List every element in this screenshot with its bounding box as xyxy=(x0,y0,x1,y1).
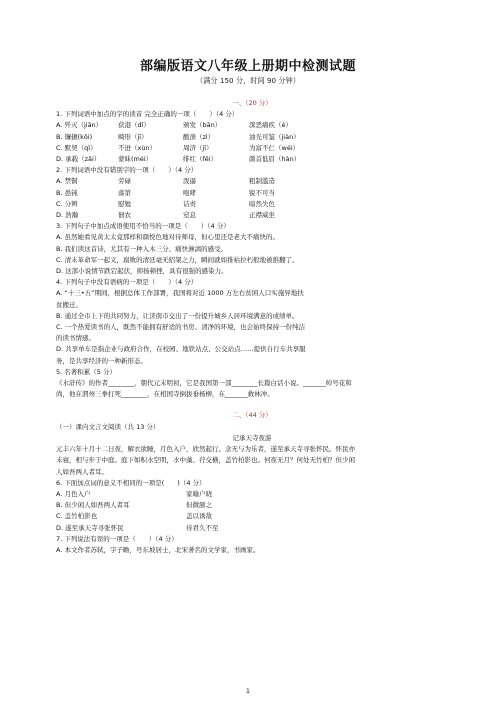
q7-stem: 7. 下列说法有误的一项是（ ）（4 分） xyxy=(56,534,178,543)
page-number: 1 xyxy=(245,687,251,695)
q6-stem: 6. 下面加点词的意义不相同的一项是( )（4 分） xyxy=(56,478,206,487)
q2-stem: 2. 下列词语中没有错别字的一项（ ）（4 分） xyxy=(56,166,198,175)
passage-title: 记承天寺夜游 xyxy=(232,433,272,442)
q3-stem: 3. 下列句子中加点成语使用不恰当的一项是（ ）（4 分） xyxy=(56,222,230,231)
q3-option-a: A. 虽然她看见黄太太竟那样和颜悦色地对待师母，但心里还是老大不痛快的。 xyxy=(56,233,279,242)
q5-stem: 5. 名著积累（5 分） xyxy=(56,367,116,376)
q4-option-b: B. 通过全市上下的共同努力，让济南市交出了一份提升城乡人居环境满意的成绩单。 xyxy=(56,311,299,320)
passage-line: 人如吾两人者耳。 xyxy=(56,467,108,476)
q2-option-d: D. 浩瀚 佃农 窒息 正襟威坐 xyxy=(56,211,275,220)
q4-stem: 4. 下列句子中没有语病的一项是（ ）（4 分） xyxy=(56,278,198,287)
q3-option-d: D. 这部小说情节跌宕起伏，抑扬顿挫，具有很强的感染力。 xyxy=(56,267,228,276)
q6-option-c: C. 盖竹柏影也 盖以诱敌 xyxy=(56,512,212,521)
q4-option-c-cont: 的读书情感。 xyxy=(56,334,95,343)
q5-line-1: 《水浒传》的作者________，朝代元末明初，它是我国第一部________长篇白话小说。_______绰号花和 xyxy=(56,379,352,388)
q1-option-d: D. 承载（zǎi） 蒙昧(méi） 绯红（fēi） 颜首低眉（hàn） xyxy=(56,155,301,164)
page-subtitle: （满分 150 分，时间 90 分钟） xyxy=(196,76,300,85)
q4-option-d-cont: 务，是共享经济的一种新形态。 xyxy=(56,356,147,365)
section-1-header: 一、（20 分） xyxy=(232,99,272,107)
q5-line-2: 尚，他在渭州三拳打死________，在相国寺倒拔垂杨柳，在_______救林冲。 xyxy=(56,390,274,399)
part-1-heading: （一）课内文言文阅读（共 13 分） xyxy=(56,422,160,431)
page-title: 部编版语文八年级上册期中检测试题 xyxy=(139,59,356,74)
section-2-header: 二、（44 分） xyxy=(232,411,272,420)
q1-option-a: A. 歼灭（jiān） 获港（dǐ） 颁发（bān） 深恶痛疾（è） xyxy=(56,121,292,130)
q2-option-a: A. 禁铜 劳碌 泼逼 粗制滥造 xyxy=(56,177,275,186)
q6-option-b: B. 但少闲人如吾两人者耳 但微颔之 xyxy=(56,501,212,510)
passage-line: 未寝，相与步于中庭。庭下如积水空明，水中藻、荇交横，盖竹柏影也。何夜无月？何处无竹柏？但少闲 xyxy=(56,456,355,465)
q4-option-c: C. 一个热爱读书的人，既然不能拥有舒适的书房、清净的环境，也会始终保持一份纯洁 xyxy=(56,323,306,332)
q1-option-b: B. 镰辗(kōi) 畸形（jī） 酸溃（zì） 油光可鉴（jiàn） xyxy=(56,132,300,141)
q4-option-a: A. “十三•五”期间，根据总体工作部署，我国将对近 1000 万左右贫困人口实施异地扶 xyxy=(56,289,304,298)
passage-line: 元丰六年十月十二日夜，解衣欲睡，月色入户，欣然起行。念无与为乐者，遂至承天寺寻张怀民。怀民亦 xyxy=(56,445,355,454)
q4-option-d: D. 共享单车是指企业与政府合作，在校园、地铁站点、公交站点……提供自行车共享服 xyxy=(56,345,306,354)
q6-option-a: A. 月色入户 家喻户晓 xyxy=(56,489,212,498)
q1-option-c: C. 默契（qì） 不迸（xùn） 周济（jī） 为富不仁（wéi） xyxy=(56,143,300,152)
q2-option-c: C. 分辨 慰勉 诘责 暗然失色 xyxy=(56,199,275,208)
q3-option-c: C. 清末革命军一起义，腐败的清廷毫无招架之力，瞬间就如推枯拉朽般地被推翻了。 xyxy=(56,255,299,264)
q3-option-b: B. 我们读这首诗，尤其有一种入木三分、痛快淋漓的感受。 xyxy=(56,244,228,253)
q2-option-b: B. 愚钝 落第 咆哮 锐不可当 xyxy=(56,188,275,197)
exam-content xyxy=(56,98,448,556)
q7-option-a: A. 本文作者苏轼，字子瞻，号东坡居士，北宋著名的文学家，书画家。 xyxy=(56,545,260,554)
q1-stem: 1. 下列词语中加点的字的读音 完全正确的一项（ ）（4 分） xyxy=(56,110,239,119)
q4-option-a-cont: 贫搬迁。 xyxy=(56,300,82,309)
q6-option-d: D. 遂至承天寺寻张怀民 待君久不至 xyxy=(56,523,219,532)
